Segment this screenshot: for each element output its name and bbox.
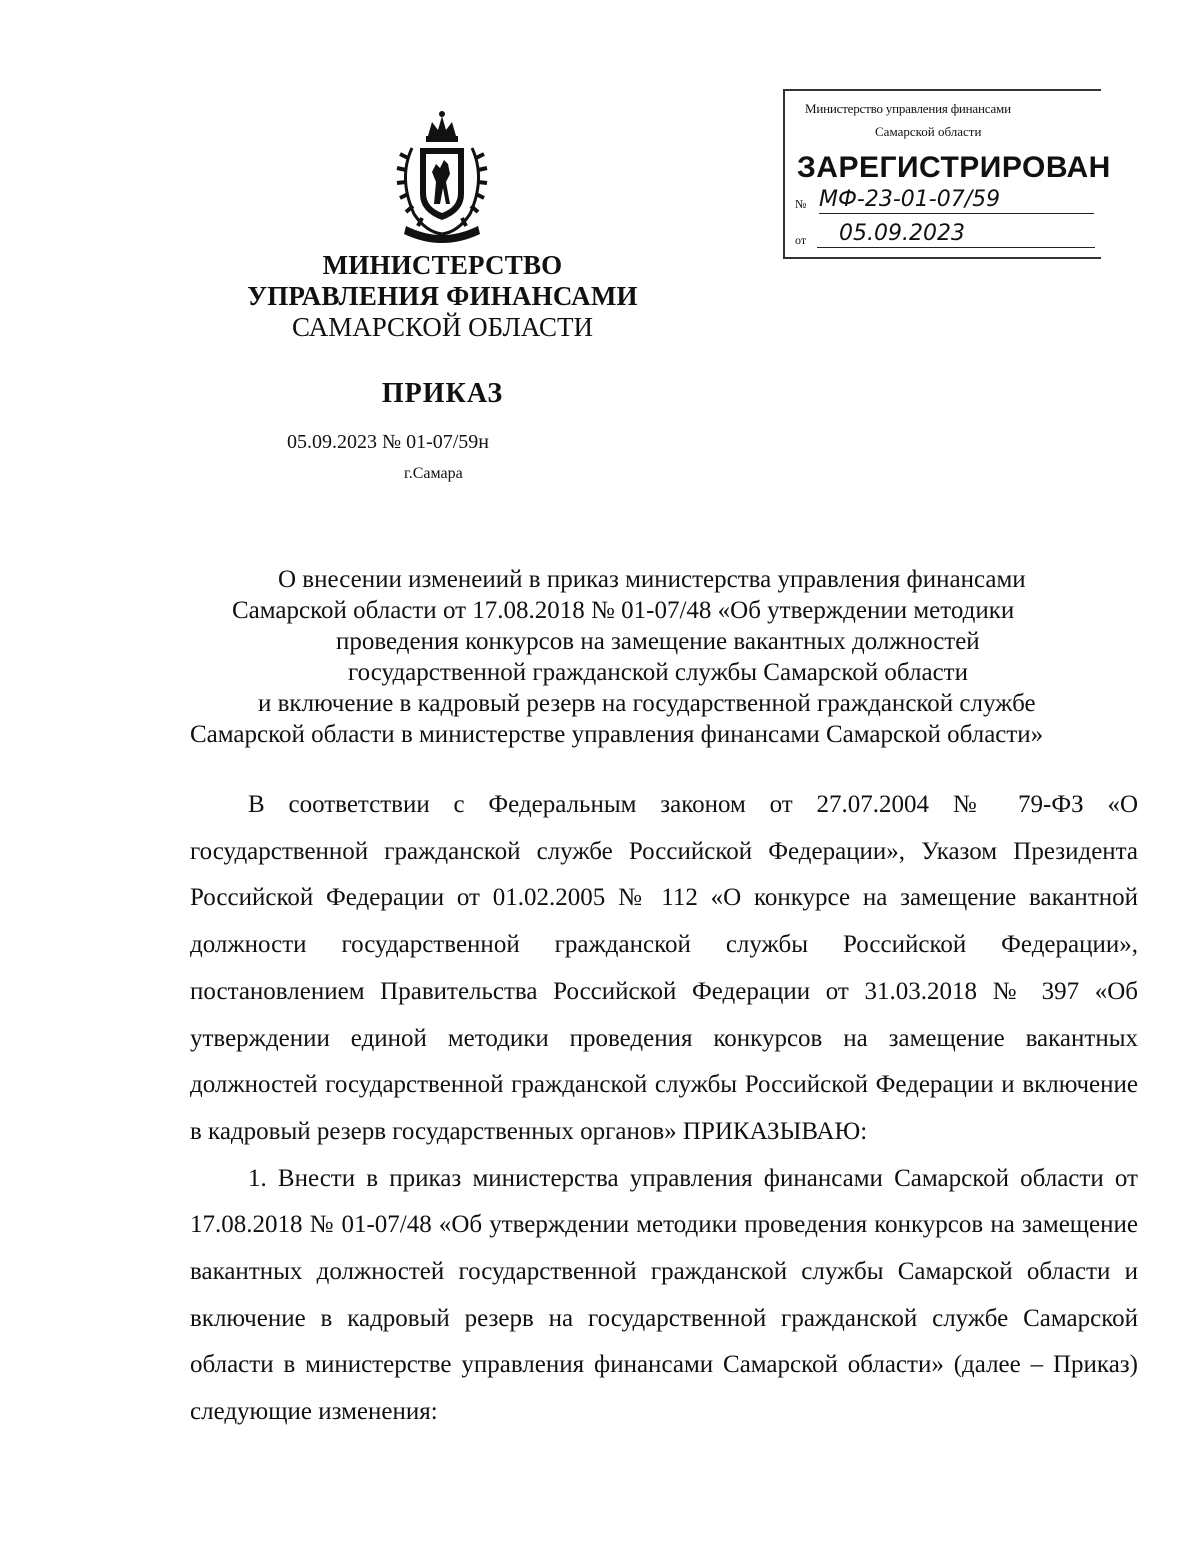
stamp-date-label: от [795, 233, 807, 247]
document-body [190, 782, 1138, 1436]
stamp-org-line-1: Министерство управления финансами [805, 101, 1011, 116]
document-title [150, 564, 1150, 750]
ministry-line-2: УПРАВЛЕНИЯ ФИНАНСАМИ [247, 281, 638, 311]
registration-stamp [783, 89, 1111, 259]
stamp-number-label: № [795, 197, 807, 211]
ministry-line-1: МИНИСТЕРСТВО [322, 250, 563, 280]
ministry-line-3: САМАРСКОЙ ОБЛАСТИ [292, 312, 593, 342]
title-line-5: и включение в кадровый резерв на государственной гражданской службе [258, 690, 1036, 717]
document-number: 05.09.2023 № 01-07/59н [287, 431, 490, 453]
title-line-3: проведения конкурсов на замещение вакантных должностей [336, 628, 980, 655]
body-paragraph-1: В соответствии с Федеральным законом от 27.07.2004 № 79-ФЗ «О государственной гражданской службе Российской Федерации», Указом Президента Российской Федерации от 01.02.2005 № 112 «О конкурсе на замещение вакантной должности государственной гражданской службы Российской Федерации», постановлением Правительства Российской Федерации от 31.03.2018 № 397 «Об утверждении единой методики проведения конкурсов на замещение вакантных должностей государственной гражданской службы Российской Федерации и включение в кадровый резерв государственных органов» ПРИКАЗЫВАЮ: [190, 791, 1138, 1145]
stamp-number-value: МФ-23-01-07/59 [819, 187, 1094, 214]
body-paragraph-2: 1. Внести в приказ министерства управления финансами Самарской области от 17.08.2018 № 01-07/48 «Об утверждении методики проведения конкурсов на замещение вакантных должностей государственной гражданской службы Самарской области и включение в кадровый резерв на государственной гражданской службе Самарской области в министерстве управления финансами Самарской области» (далее – Приказ) следующие изменения: [190, 1164, 1138, 1426]
stamp-status: ЗАРЕГИСТРИРОВАН [797, 151, 1111, 184]
document-type: ПРИКАЗ [381, 378, 504, 409]
document-city: г.Самара [404, 465, 463, 482]
title-line-4: государственной гражданской службы Самарской области [348, 659, 968, 686]
title-line-1: О внесении изменеиий в приказ министерства управления финансами [278, 566, 1026, 593]
coat-of-arms-icon [380, 108, 504, 246]
title-line-6: Самарской области в министерстве управления финансами Самарской области» [190, 721, 1044, 748]
stamp-org-line-2: Самарской области [875, 124, 982, 139]
title-line-2: Самарской области от 17.08.2018 № 01-07/48 «Об утверждении методики [232, 597, 1015, 624]
stamp-date-value: 05.09.2023 [817, 221, 1095, 248]
ministry-header [205, 250, 680, 343]
